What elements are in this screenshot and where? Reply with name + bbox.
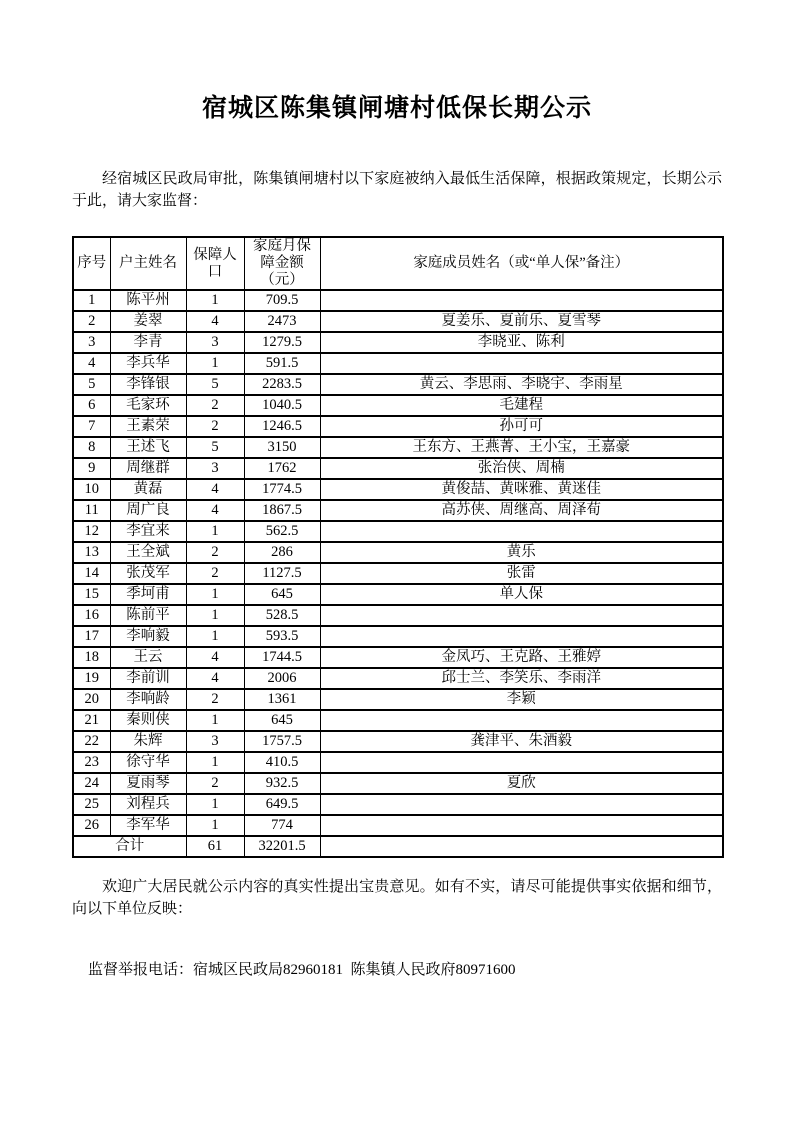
cell-monthly-amount: 2473 bbox=[244, 311, 320, 332]
cell-serial-number: 1 bbox=[73, 290, 110, 311]
cell-monthly-amount: 1040.5 bbox=[244, 395, 320, 416]
cell-serial-number: 21 bbox=[73, 710, 110, 731]
cell-householder-name: 毛家环 bbox=[110, 395, 186, 416]
cell-monthly-amount: 1762 bbox=[244, 458, 320, 479]
cell-family-members: 高苏侠、周继高、周泽荀 bbox=[320, 500, 723, 521]
table-row bbox=[73, 584, 723, 605]
page-title: 宿城区陈集镇闸塘村低保长期公示 bbox=[201, 95, 592, 122]
cell-serial-number: 23 bbox=[73, 752, 110, 773]
table-row bbox=[73, 521, 723, 542]
cell-monthly-amount: 1361 bbox=[244, 689, 320, 710]
cell-covered-population: 2 bbox=[186, 563, 244, 584]
cell-householder-name: 李宜来 bbox=[110, 521, 186, 542]
cell-monthly-amount: 709.5 bbox=[244, 290, 320, 311]
cell-family-members: 单人保 bbox=[320, 584, 723, 605]
cell-householder-name: 王述飞 bbox=[110, 437, 186, 458]
cell-monthly-amount: 645 bbox=[244, 710, 320, 731]
cell-serial-number: 25 bbox=[73, 794, 110, 815]
cell-monthly-amount: 774 bbox=[244, 815, 320, 836]
cell-family-members bbox=[320, 710, 723, 731]
cell-serial-number: 11 bbox=[73, 500, 110, 521]
cell-covered-population: 2 bbox=[186, 416, 244, 437]
cell-family-members: 王东方、王燕菁、王小宝，王嘉豪 bbox=[320, 437, 723, 458]
cell-covered-population: 2 bbox=[186, 542, 244, 563]
table-body bbox=[73, 290, 723, 836]
cell-householder-name: 王全斌 bbox=[110, 542, 186, 563]
cell-serial-number: 6 bbox=[73, 395, 110, 416]
cell-serial-number: 3 bbox=[73, 332, 110, 353]
cell-serial-number: 26 bbox=[73, 815, 110, 836]
cell-monthly-amount: 2283.5 bbox=[244, 374, 320, 395]
cell-family-members: 毛建程 bbox=[320, 395, 723, 416]
cell-monthly-amount: 932.5 bbox=[244, 773, 320, 794]
cell-serial-number: 16 bbox=[73, 605, 110, 626]
cell-householder-name: 陈平州 bbox=[110, 290, 186, 311]
cell-serial-number: 13 bbox=[73, 542, 110, 563]
table-row bbox=[73, 353, 723, 374]
cell-family-members bbox=[320, 752, 723, 773]
cell-monthly-amount: 1127.5 bbox=[244, 563, 320, 584]
cell-householder-name: 李青 bbox=[110, 332, 186, 353]
cell-family-members: 金凤巧、王克路、王雅婷 bbox=[320, 647, 723, 668]
cell-serial-number: 18 bbox=[73, 647, 110, 668]
cell-family-members bbox=[320, 815, 723, 836]
cell-covered-population: 1 bbox=[186, 626, 244, 647]
table-row bbox=[73, 437, 723, 458]
table-row bbox=[73, 332, 723, 353]
table-row bbox=[73, 689, 723, 710]
table-row bbox=[73, 626, 723, 647]
intro-paragraph: 经宿城区民政局审批，陈集镇闸塘村以下家庭被纳入最低生活保障，根据政策规定，长期公示于此，请大家监督： bbox=[72, 171, 722, 209]
cell-serial-number: 8 bbox=[73, 437, 110, 458]
cell-householder-name: 李前训 bbox=[110, 668, 186, 689]
cell-family-members: 邱士兰、李笑乐、李雨洋 bbox=[320, 668, 723, 689]
cell-family-members: 张治侠、周楠 bbox=[320, 458, 723, 479]
table-row bbox=[73, 542, 723, 563]
table-row bbox=[73, 311, 723, 332]
cell-monthly-amount: 410.5 bbox=[244, 752, 320, 773]
header-monthly-amount: 家庭月保障金额（元） bbox=[244, 237, 320, 290]
cell-householder-name: 夏雨琴 bbox=[110, 773, 186, 794]
cell-monthly-amount: 562.5 bbox=[244, 521, 320, 542]
cell-covered-population: 4 bbox=[186, 647, 244, 668]
feedback-paragraph: 欢迎广大居民就公示内容的真实性提出宝贵意见。如有不实，请尽可能提供事实依据和细节，向以下单位反映： bbox=[72, 879, 722, 917]
cell-family-members: 李颖 bbox=[320, 689, 723, 710]
header-family-members: 家庭成员姓名（或“单人保”备注） bbox=[320, 237, 723, 290]
table-header bbox=[73, 237, 723, 290]
cell-covered-population: 3 bbox=[186, 458, 244, 479]
cell-covered-population: 1 bbox=[186, 710, 244, 731]
table-row bbox=[73, 500, 723, 521]
cell-householder-name: 刘程兵 bbox=[110, 794, 186, 815]
cell-householder-name: 周继群 bbox=[110, 458, 186, 479]
cell-covered-population: 1 bbox=[186, 521, 244, 542]
cell-householder-name: 李响龄 bbox=[110, 689, 186, 710]
cell-family-members: 夏姜乐、夏前乐、夏雪琴 bbox=[320, 311, 723, 332]
cell-covered-population: 2 bbox=[186, 395, 244, 416]
cell-covered-population: 4 bbox=[186, 668, 244, 689]
cell-householder-name: 李响毅 bbox=[110, 626, 186, 647]
cell-family-members: 张雷 bbox=[320, 563, 723, 584]
cell-serial-number: 12 bbox=[73, 521, 110, 542]
cell-family-members: 孙可可 bbox=[320, 416, 723, 437]
cell-serial-number: 7 bbox=[73, 416, 110, 437]
table-row bbox=[73, 773, 723, 794]
cell-covered-population: 1 bbox=[186, 752, 244, 773]
total-row bbox=[73, 836, 723, 857]
table-row bbox=[73, 815, 723, 836]
total-members bbox=[320, 836, 723, 857]
table-row bbox=[73, 794, 723, 815]
cell-householder-name: 周广良 bbox=[110, 500, 186, 521]
cell-family-members: 李晓亚、陈利 bbox=[320, 332, 723, 353]
cell-serial-number: 4 bbox=[73, 353, 110, 374]
cell-householder-name: 李兵华 bbox=[110, 353, 186, 374]
cell-family-members bbox=[320, 521, 723, 542]
cell-family-members: 黄云、李思雨、李晓宇、李雨星 bbox=[320, 374, 723, 395]
cell-monthly-amount: 3150 bbox=[244, 437, 320, 458]
cell-householder-name: 朱辉 bbox=[110, 731, 186, 752]
cell-householder-name: 李锋银 bbox=[110, 374, 186, 395]
cell-covered-population: 1 bbox=[186, 353, 244, 374]
cell-serial-number: 19 bbox=[73, 668, 110, 689]
header-covered-population: 保障人口 bbox=[186, 237, 244, 290]
cell-covered-population: 5 bbox=[186, 437, 244, 458]
cell-monthly-amount: 593.5 bbox=[244, 626, 320, 647]
table-row bbox=[73, 647, 723, 668]
table-row bbox=[73, 752, 723, 773]
cell-householder-name: 李军华 bbox=[110, 815, 186, 836]
cell-monthly-amount: 2006 bbox=[244, 668, 320, 689]
hotline-line: 监督举报电话：宿城区民政局82960181 陈集镇人民政府80971600 bbox=[88, 962, 516, 978]
table-row bbox=[73, 605, 723, 626]
header-householder-name: 户主姓名 bbox=[110, 237, 186, 290]
cell-householder-name: 王素荣 bbox=[110, 416, 186, 437]
cell-serial-number: 20 bbox=[73, 689, 110, 710]
table-row bbox=[73, 458, 723, 479]
table-footer bbox=[73, 836, 723, 857]
table-row bbox=[73, 731, 723, 752]
cell-monthly-amount: 528.5 bbox=[244, 605, 320, 626]
cell-family-members bbox=[320, 794, 723, 815]
cell-family-members bbox=[320, 605, 723, 626]
cell-covered-population: 1 bbox=[186, 605, 244, 626]
cell-monthly-amount: 1774.5 bbox=[244, 479, 320, 500]
table-row bbox=[73, 563, 723, 584]
cell-householder-name: 陈前平 bbox=[110, 605, 186, 626]
cell-covered-population: 4 bbox=[186, 479, 244, 500]
table-row bbox=[73, 479, 723, 500]
cell-monthly-amount: 1246.5 bbox=[244, 416, 320, 437]
cell-monthly-amount: 645 bbox=[244, 584, 320, 605]
total-population: 61 bbox=[186, 836, 244, 857]
cell-family-members bbox=[320, 626, 723, 647]
total-label: 合计 bbox=[73, 836, 186, 857]
cell-householder-name: 张茂军 bbox=[110, 563, 186, 584]
table-row bbox=[73, 374, 723, 395]
cell-covered-population: 4 bbox=[186, 500, 244, 521]
cell-monthly-amount: 1757.5 bbox=[244, 731, 320, 752]
cell-householder-name: 姜翠 bbox=[110, 311, 186, 332]
total-amount: 32201.5 bbox=[244, 836, 320, 857]
table-row bbox=[73, 395, 723, 416]
cell-serial-number: 14 bbox=[73, 563, 110, 584]
cell-householder-name: 季坷甫 bbox=[110, 584, 186, 605]
cell-covered-population: 3 bbox=[186, 332, 244, 353]
cell-covered-population: 2 bbox=[186, 773, 244, 794]
cell-monthly-amount: 1744.5 bbox=[244, 647, 320, 668]
cell-serial-number: 5 bbox=[73, 374, 110, 395]
cell-covered-population: 3 bbox=[186, 731, 244, 752]
cell-serial-number: 10 bbox=[73, 479, 110, 500]
cell-serial-number: 9 bbox=[73, 458, 110, 479]
subsistence-allowance-table bbox=[72, 236, 724, 858]
cell-family-members: 黄俊喆、黄咪雅、黄迷佳 bbox=[320, 479, 723, 500]
cell-covered-population: 1 bbox=[186, 815, 244, 836]
cell-serial-number: 17 bbox=[73, 626, 110, 647]
cell-serial-number: 24 bbox=[73, 773, 110, 794]
cell-covered-population: 5 bbox=[186, 374, 244, 395]
header-serial-number: 序号 bbox=[73, 237, 110, 290]
table-row bbox=[73, 416, 723, 437]
cell-monthly-amount: 1279.5 bbox=[244, 332, 320, 353]
cell-serial-number: 22 bbox=[73, 731, 110, 752]
cell-covered-population: 4 bbox=[186, 311, 244, 332]
cell-householder-name: 秦则侠 bbox=[110, 710, 186, 731]
cell-householder-name: 王云 bbox=[110, 647, 186, 668]
table-row bbox=[73, 668, 723, 689]
cell-covered-population: 1 bbox=[186, 584, 244, 605]
cell-covered-population: 1 bbox=[186, 794, 244, 815]
cell-family-members bbox=[320, 353, 723, 374]
cell-householder-name: 黄磊 bbox=[110, 479, 186, 500]
table-row bbox=[73, 290, 723, 311]
cell-monthly-amount: 649.5 bbox=[244, 794, 320, 815]
cell-monthly-amount: 286 bbox=[244, 542, 320, 563]
cell-serial-number: 15 bbox=[73, 584, 110, 605]
cell-covered-population: 1 bbox=[186, 290, 244, 311]
cell-family-members: 黄乐 bbox=[320, 542, 723, 563]
header-row bbox=[73, 237, 723, 290]
cell-family-members: 夏欣 bbox=[320, 773, 723, 794]
cell-monthly-amount: 591.5 bbox=[244, 353, 320, 374]
cell-family-members: 龚津平、朱酒毅 bbox=[320, 731, 723, 752]
cell-serial-number: 2 bbox=[73, 311, 110, 332]
cell-householder-name: 徐守华 bbox=[110, 752, 186, 773]
table-row bbox=[73, 710, 723, 731]
cell-monthly-amount: 1867.5 bbox=[244, 500, 320, 521]
cell-covered-population: 2 bbox=[186, 689, 244, 710]
cell-family-members bbox=[320, 290, 723, 311]
